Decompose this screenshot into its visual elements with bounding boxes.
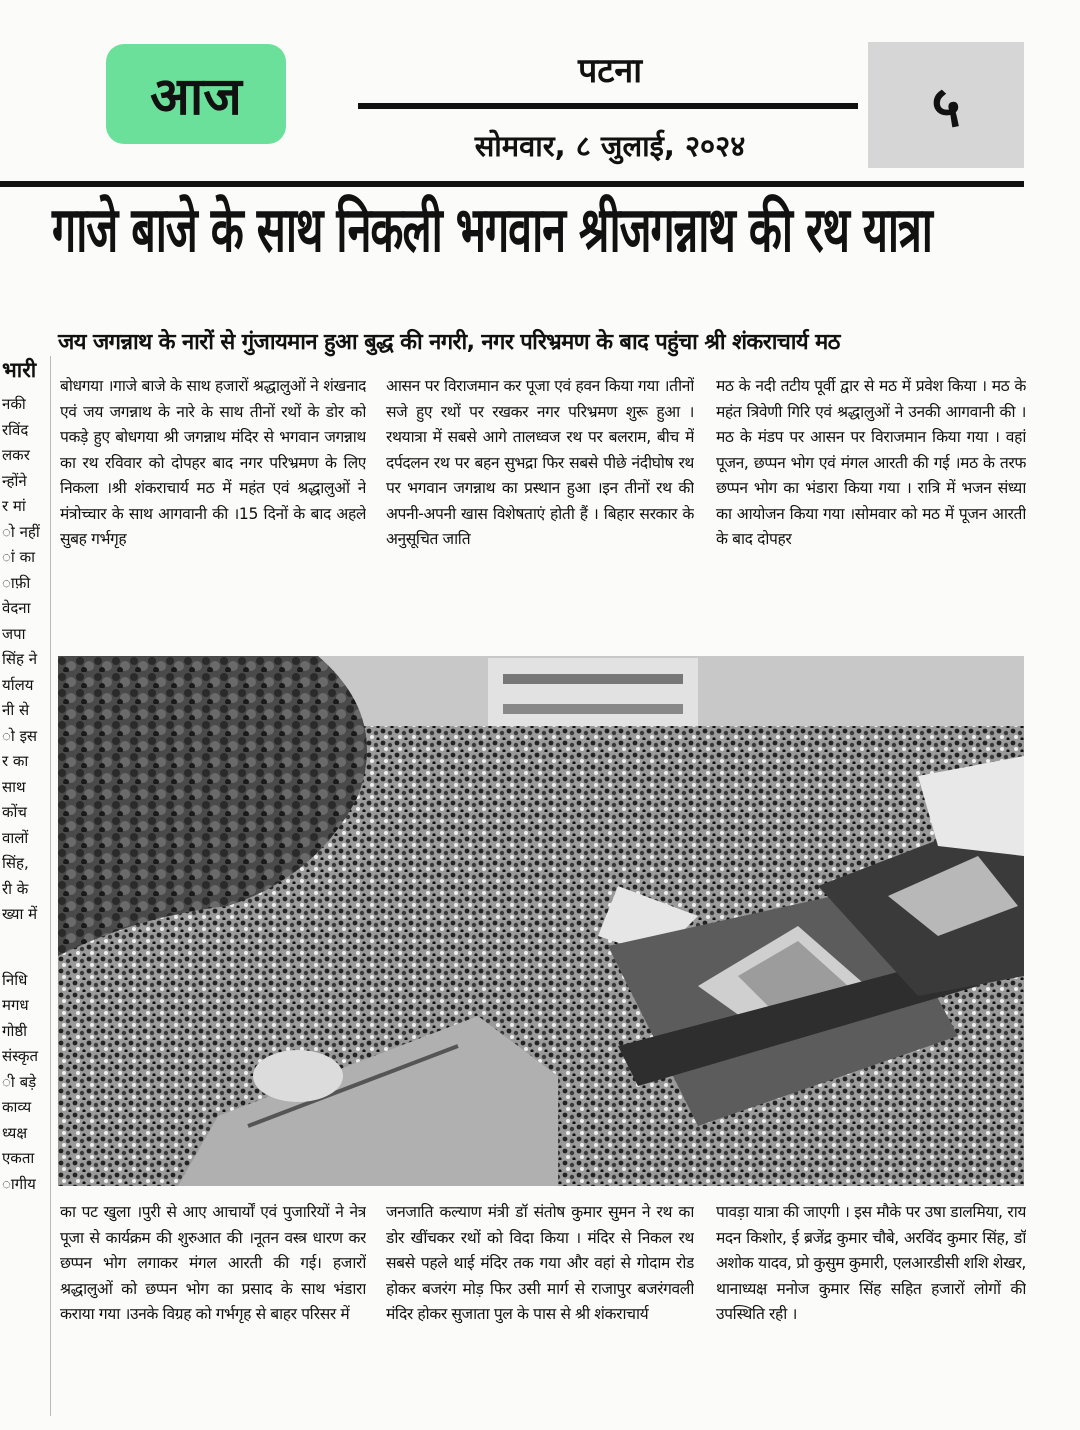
edition-date: सोमवार, ८ जुलाई, २०२४ [474, 129, 746, 163]
adjacent-text-fragment: रविंद [2, 420, 29, 439]
adjacent-text-fragment: गोष्ठी [2, 1021, 28, 1040]
adjacent-text-fragment: ी बड़े [2, 1072, 37, 1091]
adjacent-fragments-bottom [0, 968, 50, 1198]
article-subheadline: जय जगन्नाथ के नारों से गुंजायमान हुआ बुद्ध की नगरी, नगर परिभ्रमण के बाद पहुंचा श्री शंकराचार्य मठ [58, 330, 840, 355]
masthead-rule [358, 103, 858, 109]
adjacent-text-fragment: सिंह ने [2, 650, 38, 668]
adjacent-text-fragment: ो नहीं [2, 522, 40, 541]
article-column-2-top: आसन पर विराजमान कर पूजा एवं हवन किया गया ।तीनों सजे हुए रथों पर रखकर नगर परिभ्रमण शुरू हुआ । रथयात्रा में सबसे आगे तालध्वज रथ पर बलराम, बीच में दर्पदलन रथ पर बहन सुभद्रा फिर सबसे पीछे नंदीघोष रथ पर भगवान जगन्नाथ का प्रस्थान हुआ ।इन तीनों रथ की अपनी-अपनी खास विशेषताएं होती हैं । बिहार सरकार के अनुसूचित जाति [386, 377, 694, 548]
adjacent-kicker: भारी [2, 358, 37, 382]
adjacent-text-fragment: कोंच [2, 803, 27, 821]
adjacent-fragments-top [0, 392, 50, 928]
adjacent-text-fragment: मगध [2, 996, 29, 1014]
adjacent-text-fragment: र मां [2, 497, 26, 515]
page-number: ५ [868, 42, 1024, 168]
adjacent-text-fragment: एकता [2, 1149, 35, 1167]
adjacent-text-fragment: संस्कृत [2, 1047, 39, 1065]
adjacent-text-fragment: र का [2, 752, 29, 770]
adjacent-text-fragment: निधि [2, 970, 28, 989]
header-divider [0, 181, 1024, 187]
adjacent-article-strip [0, 356, 51, 1416]
newspaper-logo: आज [106, 44, 286, 144]
adjacent-text-fragment: जपा [2, 624, 26, 643]
article-headline: गाजे बाजे के साथ निकली भगवान श्रीजगन्नाथ की रथ यात्रा [52, 194, 932, 267]
adjacent-text-fragment: वालों [2, 828, 29, 847]
adjacent-text-fragment: वेदना [2, 599, 31, 617]
adjacent-text-fragment: ागीय [2, 1174, 36, 1193]
adjacent-text-fragment: र्यालय [2, 675, 34, 694]
article-column-1-bottom: का पट खुला ।पुरी से आए आचार्यों एवं पुजारियों ने नेत्र पूजा से कार्यक्रम की शुरुआत की ।नूतन वस्त्र धारण कर छप्पन भोग लगाकर मंगल आरती की गई। हजारों श्रद्धालुओं को छप्पन भोग का प्रसाद के साथ भंडारा कराया गया ।उनके विग्रह को गर्भगृह से बाहर परिसर में [60, 1203, 366, 1323]
adjacent-text-fragment: साथ [2, 777, 26, 796]
article-column-1-top: बोधगया ।गाजे बाजे के साथ हजारों श्रद्धालुओं ने शंखनाद एवं जय जगन्नाथ के नारे के साथ तीनों रथों के डोर को पकड़े हुए बोधगया श्री जगन्नाथ मंदिर से भगवान जगन्नाथ का रथ रविवार को दोपहर बाद नगर परिभ्रमण के लिए निकला ।श्री शंकराचार्य मठ में महंत एवं श्रद्धालुओं ने मंत्रोच्चार के साथ आगवानी की ।15 दिनों के बाद अहले सुबह गर्भगृह [60, 377, 366, 548]
adjacent-text-fragment: ो इस [2, 726, 38, 745]
adjacent-text-fragment: ध्यक्ष [2, 1123, 28, 1142]
adjacent-text-fragment: न्होंने [2, 471, 27, 490]
article-column-3-bottom: पावड़ा यात्रा की जाएगी । इस मौके पर उषा डालमिया, राय मदन किशोर, ई ब्रजेंद्र कुमार चौबे, अरविंद कुमार सिंह, डॉ अशोक यादव, प्रो कुसुम कुमारी, एलआरडीसी शशि शेखर, थानाध्यक्ष मनोज कुमार सिंह सहित हजारों लोगों की उपस्थिति रही । [716, 1203, 1026, 1323]
adjacent-text-fragment: ाफ़ी [2, 573, 31, 592]
adjacent-text-fragment: री के [2, 879, 29, 898]
adjacent-text-fragment: सिंह, [2, 854, 29, 872]
adjacent-text-fragment: काव्य [2, 1098, 32, 1116]
edition-city: पटना [577, 51, 643, 91]
adjacent-text-fragment: ख्या में [2, 905, 38, 923]
adjacent-text-fragment: नकी [2, 395, 26, 413]
adjacent-text-fragment: नी से [2, 701, 30, 719]
article-column-3-top: मठ के नदी तटीय पूर्वी द्वार से मठ में प्रवेश किया । मठ के महंत त्रिवेणी गिरि एवं श्रद्धालुओं ने उनकी आगवानी की । मठ के मंडप पर आसन पर विराजमान किया गया । वहां पूजन, छप्पन भोग एवं मंगल आरती की गई ।मठ के तरफ छप्पन भोग का भंडारा किया गया । रात्रि में भजन संध्या का आयोजन किया गया ।सोमवार को मठ में पूजन आरती के बाद दोपहर [716, 377, 1026, 548]
adjacent-text-fragment: ां का [2, 548, 35, 566]
rath-yatra-crowd-photo [58, 656, 1024, 1186]
adjacent-text-fragment: लकर [2, 446, 30, 464]
article-column-2-bottom: जनजाति कल्याण मंत्री डॉ संतोष कुमार सुमन ने रथ का डोर खींचकर रथों को विदा किया । मंदिर से निकल रथ सबसे पहले थाई मंदिर तक गया और वहां से गोदाम रोड होकर बजरंग मोड़ फिर उसी मार्ग से राजापुर बजरंगवली मंदिर होकर सुजाता पुल के पास से श्री शंकराचार्य [386, 1203, 694, 1323]
